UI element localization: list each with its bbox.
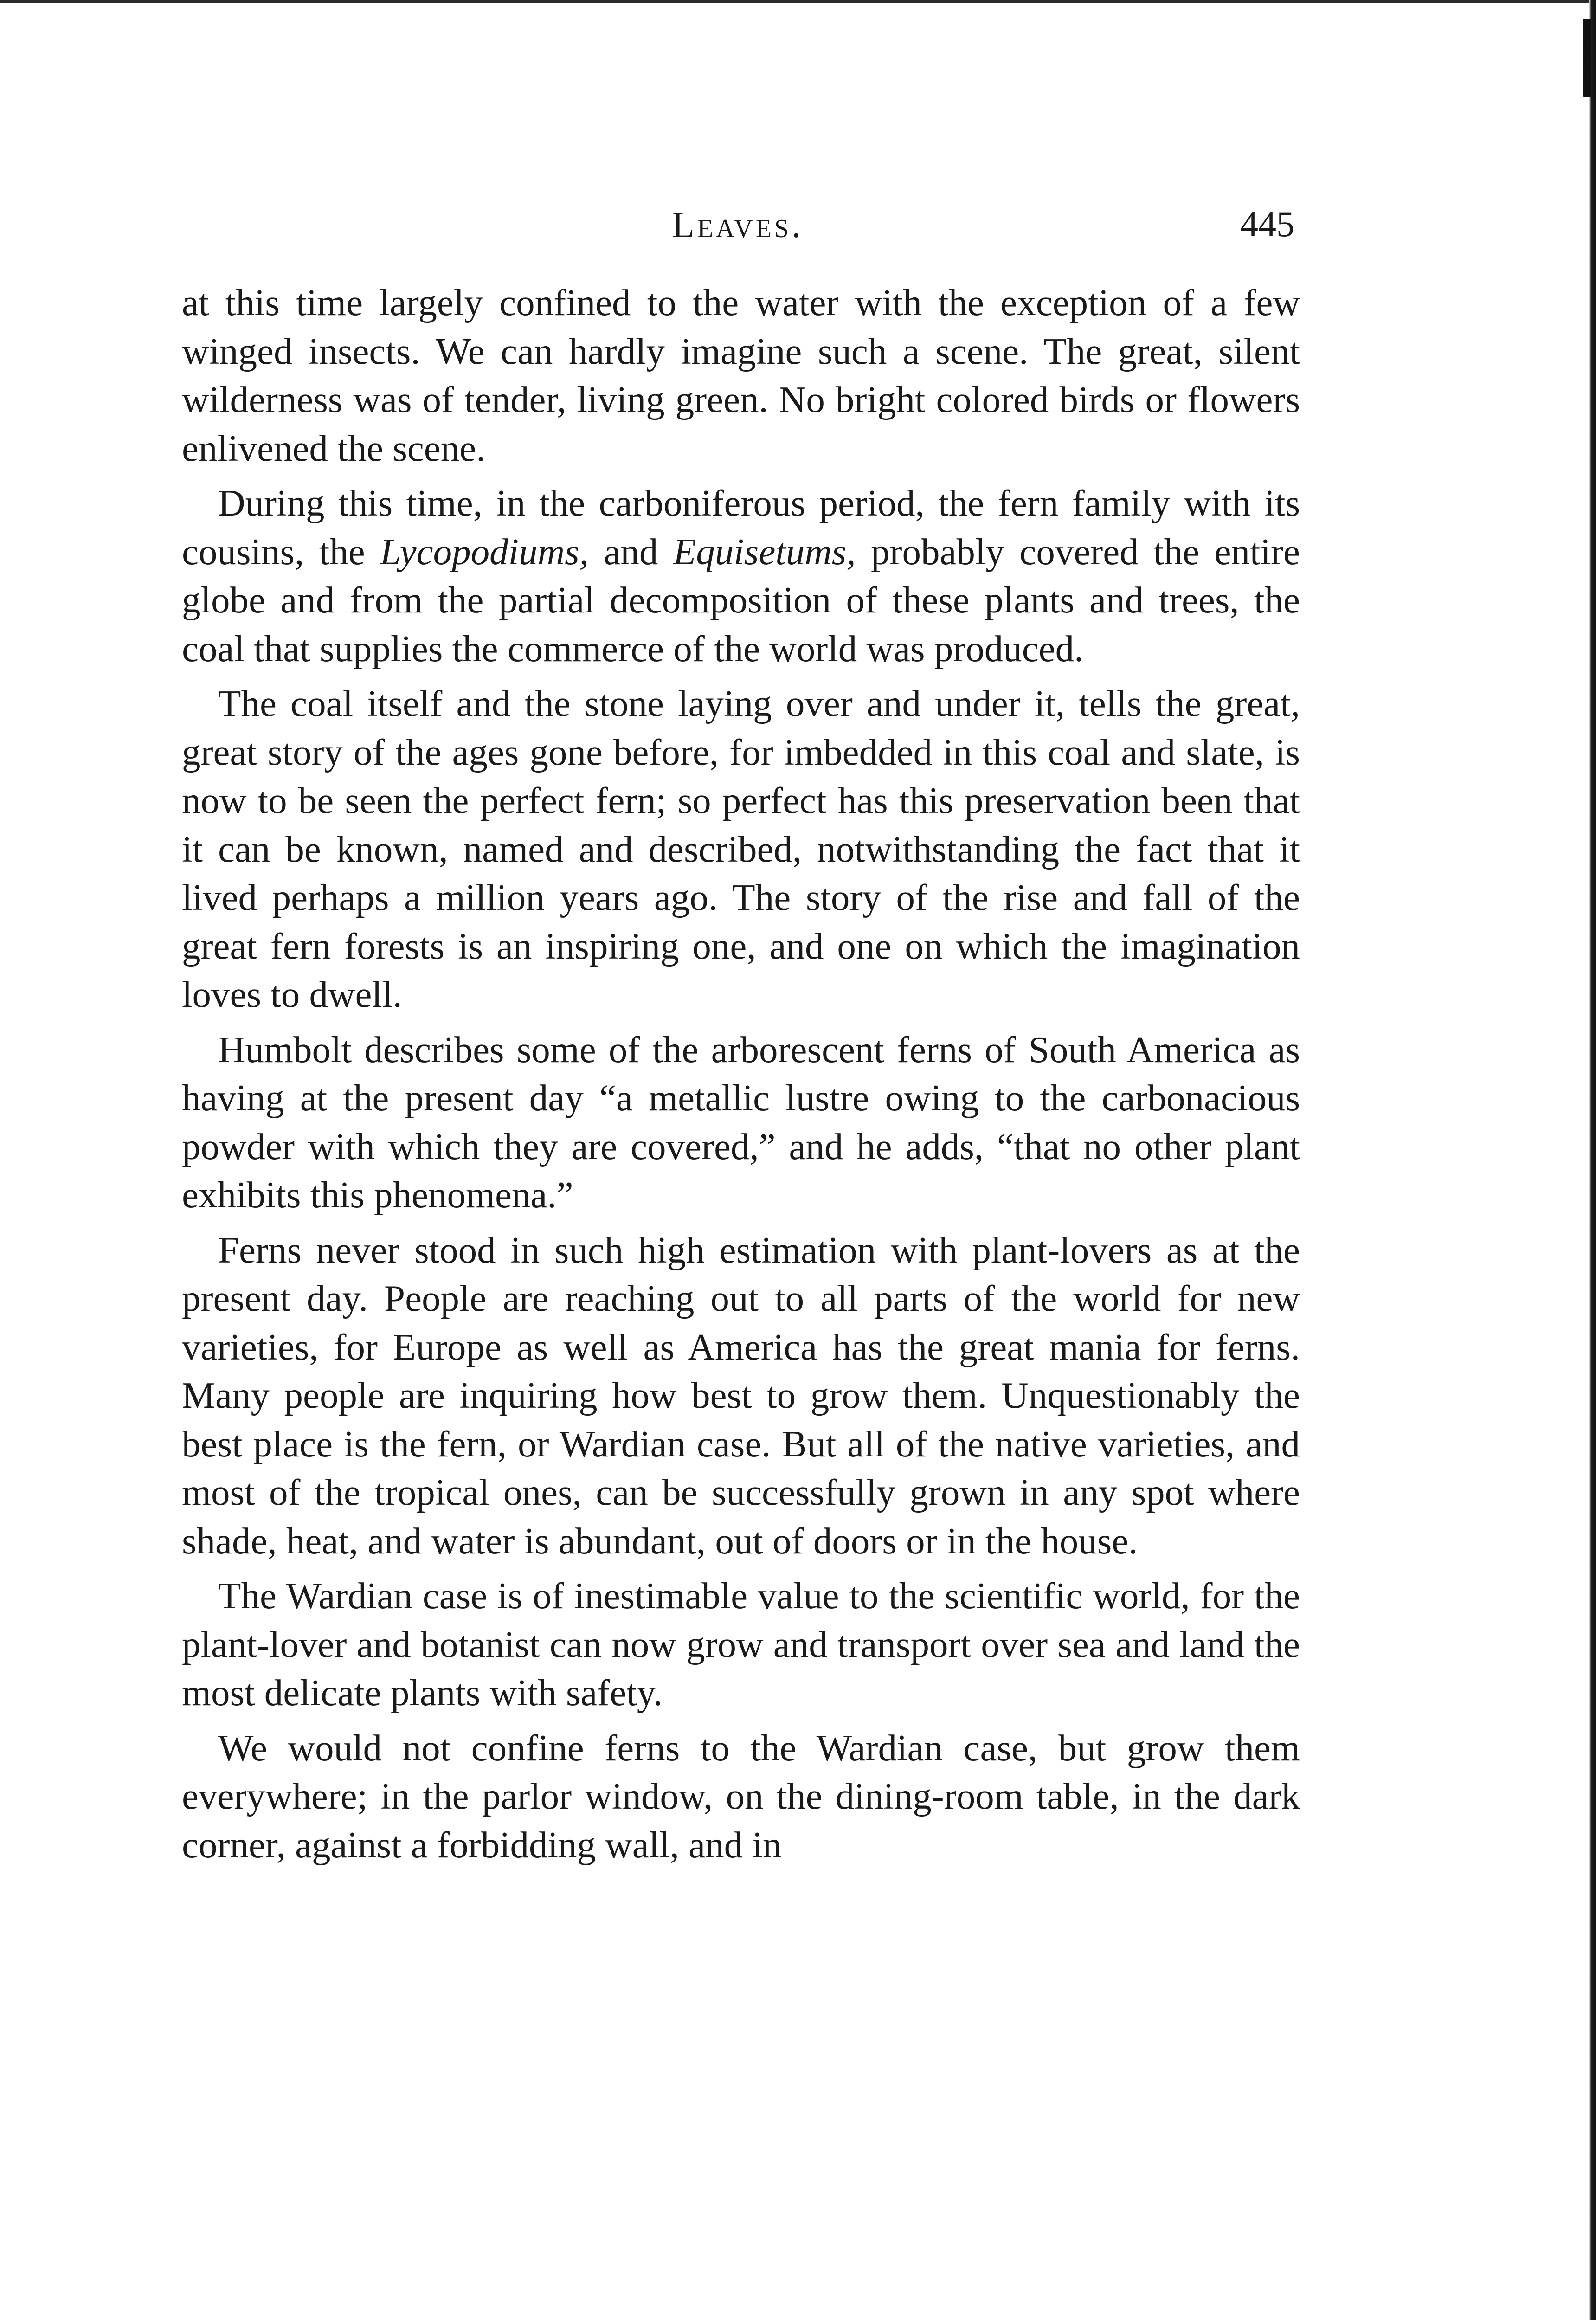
paragraph-7	[182, 1724, 1300, 1869]
paragraph-5	[182, 1226, 1300, 1566]
paragraph-2-text-a: During this time, in the carboniferous period, the fern family with its cousins, the	[182, 482, 1300, 573]
paragraph-2-italic-lycopodiums: Lycopodiums,	[380, 530, 589, 573]
body-text	[182, 278, 1300, 1869]
paragraph-2-text-c: probably covered the entire globe and from the partial decomposition of these plants and trees, the coal that supplies the commerce of the world was produced.	[182, 530, 1300, 670]
paragraph-2-text-b: and	[588, 530, 673, 573]
paragraph-4-text: Humbolt describes some of the arborescent ferns of South America as having at the present day “a metallic lustre owing to the carbonacious powder with which they are covered,” and he adds, “that no other plant exhibits this phenomena.”	[182, 1028, 1300, 1216]
paragraph-5-text: Ferns never stood in such high estimation with plant-lovers as at the present day. People are reaching out to all parts of the world for new varieties, for Europe as well as America has the great mania for ferns. Many people are inquiring how best to grow them. Unquestionably the best place is the fern, or Wardian case. But all of the native varieties, and most of the tropical ones, can be successfully grown in any spot where shade, heat, and water is abundant, out of doors or in the house.	[182, 1229, 1300, 1562]
paragraph-7-text: We would not confine ferns to the Wardian case, but grow them everywhere; in the parlor window, on the dining-room table, in the dark corner, against a forbidding wall, and in	[182, 1727, 1300, 1866]
paragraph-4	[182, 1025, 1300, 1219]
scan-edge-right	[1589, 0, 1596, 2320]
paragraph-3-text: The coal itself and the stone laying over and under it, tells the great, great story of the ages gone before, for imbedded in this coal and slate, is now to be seen the perfect fern; so perfect has this preservation been that it can be known, named and described, notwithstanding the fact that it lived perhaps a million years ago. The story of the rise and fall of the great fern forests is an inspiring one, and one on which the imagination loves to dwell.	[182, 683, 1300, 1015]
paragraph-6	[182, 1572, 1300, 1717]
scan-edge-top	[0, 0, 1596, 3]
paragraph-2-italic-equisetums: Equisetums,	[673, 530, 856, 573]
paragraph-2	[182, 479, 1300, 673]
running-head	[181, 200, 1294, 255]
paragraph-1-text: at this time largely confined to the water with the exception of a few winged insects. We can hardly imagine such a scene. The great, silent wilderness was of tender, living green. No bright colored birds or flowers enlivened the scene.	[182, 282, 1300, 469]
paragraph-1	[182, 278, 1300, 472]
paragraph-3	[182, 679, 1300, 1019]
scan-edge-notch	[1583, 19, 1591, 97]
page-number: 445	[1240, 204, 1294, 244]
running-title: Leaves.	[671, 205, 804, 245]
paragraph-6-text: The Wardian case is of inestimable value to the scientific world, for the plant-lover and botanist can now grow and transport over sea and land the most delicate plants with safety.	[182, 1575, 1300, 1714]
